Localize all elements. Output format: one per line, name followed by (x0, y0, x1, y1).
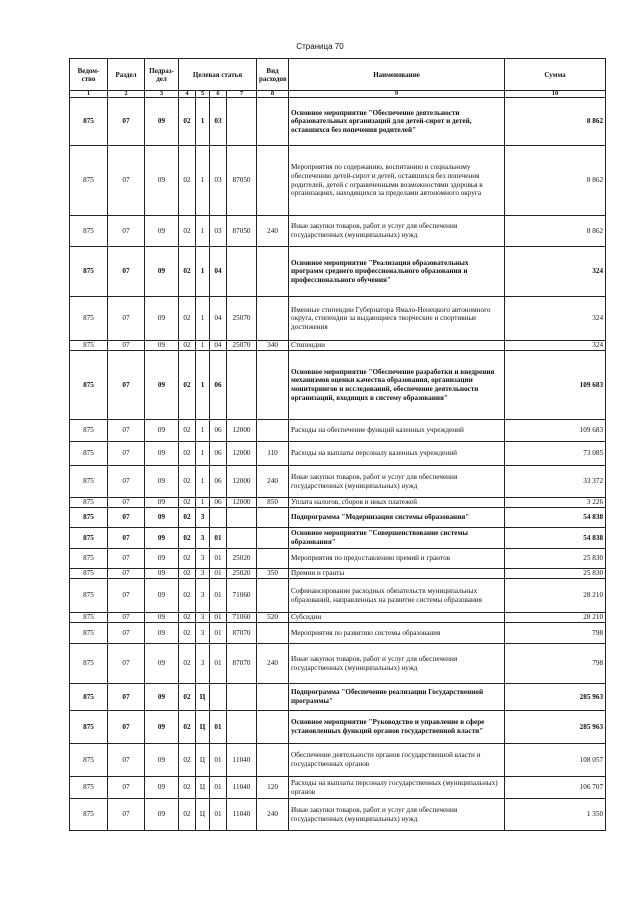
name-cell: Субсидии (289, 613, 505, 623)
name-cell: Основное мероприятие "Совершенствование системы образования" (289, 528, 505, 549)
sum-cell: 109 683 (505, 351, 606, 420)
podrazdel-cell: 09 (145, 442, 179, 466)
sum-cell: 798 (505, 644, 606, 684)
sum-cell: 54 838 (505, 508, 606, 528)
direction-cell: 87070 (227, 644, 257, 684)
column-number: 6 (210, 91, 227, 98)
razdel-cell: 07 (108, 297, 145, 341)
name-cell: Мероприятия по развитию системы образования (289, 623, 505, 644)
table-row (70, 744, 606, 777)
podrazdel-cell: 09 (145, 146, 179, 216)
sum-cell: 285 963 (505, 711, 606, 744)
razdel-cell: 07 (108, 799, 145, 831)
podrazdel-cell: 09 (145, 466, 179, 498)
razdel-cell: 07 (108, 98, 145, 146)
expense-type-cell: 240 (257, 799, 289, 831)
direction-cell: 87050 (227, 146, 257, 216)
podrazdel-cell: 09 (145, 579, 179, 613)
program-cell: 02 (179, 549, 196, 569)
column-number: 1 (70, 91, 108, 98)
table-row (70, 216, 606, 247)
subprogram-cell: 3 (196, 623, 210, 644)
name-cell: Премии и гранты (289, 569, 505, 579)
sum-cell: 798 (505, 623, 606, 644)
name-cell: Обеспечение деятельности органов государственной власти и государственных органов (289, 744, 505, 777)
table-header-row (70, 59, 606, 91)
subprogram-cell: 1 (196, 297, 210, 341)
subprogram-cell: 3 (196, 569, 210, 579)
direction-cell: 25070 (227, 341, 257, 351)
name-cell: Стипендии (289, 341, 505, 351)
table-row (70, 549, 606, 569)
event-cell: 01 (210, 644, 227, 684)
program-cell: 02 (179, 613, 196, 623)
podrazdel-cell: 09 (145, 684, 179, 711)
podrazdel-cell: 09 (145, 799, 179, 831)
program-cell: 02 (179, 466, 196, 498)
subprogram-cell: 3 (196, 579, 210, 613)
podrazdel-cell: 09 (145, 247, 179, 297)
expense-type-cell (257, 623, 289, 644)
vedomstvo-cell: 875 (70, 549, 108, 569)
vedomstvo-cell: 875 (70, 297, 108, 341)
sum-cell: 28 210 (505, 613, 606, 623)
expense-type-cell (257, 684, 289, 711)
column-number: 2 (108, 91, 145, 98)
event-cell: 03 (210, 98, 227, 146)
sum-cell: 108 057 (505, 744, 606, 777)
sum-cell: 25 830 (505, 569, 606, 579)
event-cell: 03 (210, 146, 227, 216)
table-row (70, 420, 606, 442)
direction-cell (227, 684, 257, 711)
razdel-cell: 07 (108, 498, 145, 508)
column-number: 4 (179, 91, 196, 98)
vedomstvo-cell: 875 (70, 744, 108, 777)
expense-type-cell (257, 528, 289, 549)
direction-cell: 11040 (227, 777, 257, 799)
program-cell: 02 (179, 777, 196, 799)
sum-cell: 28 210 (505, 579, 606, 613)
header-celevaya-statya: Целевая статья (179, 59, 257, 91)
name-cell: Основное мероприятие "Руководство и управление в сфере установленных функций органов государственной власти" (289, 711, 505, 744)
subprogram-cell: 3 (196, 613, 210, 623)
razdel-cell: 07 (108, 351, 145, 420)
event-cell: 01 (210, 613, 227, 623)
name-cell: Иные закупки товаров, работ и услуг для обеспечения государственных (муниципальных) нужд (289, 799, 505, 831)
table-row (70, 351, 606, 420)
header-razdel: Раздел (108, 59, 145, 91)
sum-cell: 109 683 (505, 420, 606, 442)
name-cell: Иные закупки товаров, работ и услуг для обеспечения государственных (муниципальных) нужд (289, 466, 505, 498)
program-cell: 02 (179, 569, 196, 579)
program-cell: 02 (179, 528, 196, 549)
subprogram-cell: Ц (196, 711, 210, 744)
expense-type-cell (257, 744, 289, 777)
event-cell: 06 (210, 351, 227, 420)
vedomstvo-cell: 875 (70, 442, 108, 466)
sum-cell: 8 862 (505, 216, 606, 247)
subprogram-cell: 3 (196, 644, 210, 684)
direction-cell: 25070 (227, 297, 257, 341)
program-cell: 02 (179, 711, 196, 744)
name-cell: Основное мероприятие "Обеспечение разработки и внедрения механизмов оценки качества образования, организации мониторингов и исследований, обеспечение деятельности организаций, входящих в систему образования" (289, 351, 505, 420)
vedomstvo-cell: 875 (70, 684, 108, 711)
expense-type-cell (257, 508, 289, 528)
event-cell (210, 684, 227, 711)
sum-cell: 8 862 (505, 146, 606, 216)
podrazdel-cell: 09 (145, 498, 179, 508)
program-cell: 02 (179, 579, 196, 613)
podrazdel-cell: 09 (145, 644, 179, 684)
budget-table (69, 58, 606, 831)
table-row (70, 623, 606, 644)
expense-type-cell (257, 549, 289, 569)
program-cell: 02 (179, 420, 196, 442)
table-row (70, 98, 606, 146)
razdel-cell: 07 (108, 341, 145, 351)
podrazdel-cell: 09 (145, 528, 179, 549)
column-number: 3 (145, 91, 179, 98)
sum-cell: 25 830 (505, 549, 606, 569)
direction-cell: 71060 (227, 613, 257, 623)
vedomstvo-cell: 875 (70, 777, 108, 799)
expense-type-cell (257, 579, 289, 613)
program-cell: 02 (179, 744, 196, 777)
sum-cell: 106 707 (505, 777, 606, 799)
expense-type-cell: 240 (257, 644, 289, 684)
direction-cell (227, 508, 257, 528)
header-naimenovanie: Наименование (289, 59, 505, 91)
table-row (70, 569, 606, 579)
table-row (70, 247, 606, 297)
table-row (70, 508, 606, 528)
name-cell: Мероприятия по предоставлению премий и грантов (289, 549, 505, 569)
sum-cell: 54 838 (505, 528, 606, 549)
direction-cell: 12000 (227, 442, 257, 466)
name-cell: Основное мероприятие "Реализация образовательных программ среднего профессионального образования и профессионального обучения" (289, 247, 505, 297)
table-row (70, 442, 606, 466)
direction-cell (227, 247, 257, 297)
table-row (70, 711, 606, 744)
event-cell: 01 (210, 799, 227, 831)
subprogram-cell: 1 (196, 341, 210, 351)
program-cell: 02 (179, 498, 196, 508)
vedomstvo-cell: 875 (70, 799, 108, 831)
vedomstvo-cell: 875 (70, 711, 108, 744)
razdel-cell: 07 (108, 420, 145, 442)
subprogram-cell: 1 (196, 498, 210, 508)
program-cell: 02 (179, 684, 196, 711)
podrazdel-cell: 09 (145, 341, 179, 351)
razdel-cell: 07 (108, 549, 145, 569)
name-cell: Расходы на обеспечение функций казенных учреждений (289, 420, 505, 442)
event-cell: 01 (210, 711, 227, 744)
program-cell: 02 (179, 247, 196, 297)
razdel-cell: 07 (108, 569, 145, 579)
subprogram-cell: 1 (196, 247, 210, 297)
expense-type-cell: 850 (257, 498, 289, 508)
name-cell: Основное мероприятие "Обеспечение деятельности образовательных организаций для детей-сирот и детей, оставшихся без попечения родителей" (289, 98, 505, 146)
vedomstvo-cell: 875 (70, 146, 108, 216)
sum-cell: 8 862 (505, 98, 606, 146)
razdel-cell: 07 (108, 528, 145, 549)
direction-cell: 12000 (227, 420, 257, 442)
subprogram-cell: 1 (196, 146, 210, 216)
razdel-cell: 07 (108, 644, 145, 684)
direction-cell (227, 351, 257, 420)
table-row (70, 466, 606, 498)
table-body (70, 98, 606, 831)
expense-type-cell: 350 (257, 569, 289, 579)
podrazdel-cell: 09 (145, 711, 179, 744)
table-row (70, 613, 606, 623)
vedomstvo-cell: 875 (70, 528, 108, 549)
name-cell: Подпрограмма "Модернизация системы образования" (289, 508, 505, 528)
direction-cell (227, 98, 257, 146)
table-row (70, 644, 606, 684)
direction-cell: 87050 (227, 216, 257, 247)
table-row (70, 684, 606, 711)
razdel-cell: 07 (108, 146, 145, 216)
direction-cell (227, 528, 257, 549)
vedomstvo-cell: 875 (70, 351, 108, 420)
vedomstvo-cell: 875 (70, 623, 108, 644)
expense-type-cell (257, 98, 289, 146)
column-numbers-row (70, 91, 606, 98)
event-cell: 01 (210, 528, 227, 549)
name-cell: Расходы на выплаты персоналу государственных (муниципальных) органов (289, 777, 505, 799)
podrazdel-cell: 09 (145, 351, 179, 420)
podrazdel-cell: 09 (145, 569, 179, 579)
podrazdel-cell: 09 (145, 508, 179, 528)
column-number: 8 (257, 91, 289, 98)
column-number: 9 (289, 91, 505, 98)
razdel-cell: 07 (108, 623, 145, 644)
sum-cell: 324 (505, 341, 606, 351)
expense-type-cell: 240 (257, 466, 289, 498)
program-cell: 02 (179, 508, 196, 528)
subprogram-cell: 1 (196, 216, 210, 247)
event-cell: 01 (210, 623, 227, 644)
subprogram-cell: 1 (196, 98, 210, 146)
expense-type-cell (257, 146, 289, 216)
razdel-cell: 07 (108, 466, 145, 498)
event-cell: 06 (210, 498, 227, 508)
event-cell: 04 (210, 341, 227, 351)
program-cell: 02 (179, 442, 196, 466)
razdel-cell: 07 (108, 711, 145, 744)
direction-cell: 12000 (227, 498, 257, 508)
name-cell: Мероприятия по содержанию, воспитанию и социальному обеспечению детей-сирот и детей, оставшихся без попечения родителей, детей с ограниченными возможностями здоровья в организациях, находящихся за пределами автономного округа (289, 146, 505, 216)
header-summa: Сумма (505, 59, 606, 91)
event-cell (210, 508, 227, 528)
event-cell: 04 (210, 247, 227, 297)
expense-type-cell: 110 (257, 442, 289, 466)
razdel-cell: 07 (108, 684, 145, 711)
vedomstvo-cell: 875 (70, 420, 108, 442)
name-cell: Подпрограмма "Обеспечение реализации Государственной программы" (289, 684, 505, 711)
table-row (70, 528, 606, 549)
name-cell: Иные закупки товаров, работ и услуг для обеспечения государственных (муниципальных) нужд (289, 216, 505, 247)
podrazdel-cell: 09 (145, 420, 179, 442)
razdel-cell: 07 (108, 744, 145, 777)
header-podrazdel: Подраз-дел (145, 59, 179, 91)
vedomstvo-cell: 875 (70, 613, 108, 623)
table-row (70, 297, 606, 341)
program-cell: 02 (179, 341, 196, 351)
podrazdel-cell: 09 (145, 613, 179, 623)
razdel-cell: 07 (108, 613, 145, 623)
vedomstvo-cell: 875 (70, 247, 108, 297)
expense-type-cell (257, 247, 289, 297)
program-cell: 02 (179, 216, 196, 247)
subprogram-cell: Ц (196, 799, 210, 831)
event-cell: 01 (210, 744, 227, 777)
razdel-cell: 07 (108, 247, 145, 297)
sum-cell: 73 085 (505, 442, 606, 466)
subprogram-cell: Ц (196, 684, 210, 711)
razdel-cell: 07 (108, 777, 145, 799)
subprogram-cell: 3 (196, 549, 210, 569)
name-cell: Уплата налогов, сборов и иных платежей (289, 498, 505, 508)
subprogram-cell: 3 (196, 508, 210, 528)
sum-cell: 324 (505, 297, 606, 341)
podrazdel-cell: 09 (145, 98, 179, 146)
podrazdel-cell: 09 (145, 216, 179, 247)
razdel-cell: 07 (108, 442, 145, 466)
column-number: 7 (227, 91, 257, 98)
vedomstvo-cell: 875 (70, 508, 108, 528)
sum-cell: 33 372 (505, 466, 606, 498)
subprogram-cell: 1 (196, 466, 210, 498)
expense-type-cell: 240 (257, 216, 289, 247)
event-cell: 01 (210, 549, 227, 569)
name-cell: Софинансирование расходных обязательств муниципальных образований, направленных на развитие системы образования (289, 579, 505, 613)
event-cell: 06 (210, 442, 227, 466)
expense-type-cell: 520 (257, 613, 289, 623)
subprogram-cell: 1 (196, 420, 210, 442)
direction-cell (227, 711, 257, 744)
vedomstvo-cell: 875 (70, 498, 108, 508)
table-row (70, 341, 606, 351)
podrazdel-cell: 09 (145, 297, 179, 341)
name-cell: Расходы на выплаты персоналу казенных учреждений (289, 442, 505, 466)
podrazdel-cell: 09 (145, 777, 179, 799)
direction-cell: 25020 (227, 549, 257, 569)
page-number-label: Страница 70 (296, 42, 344, 51)
event-cell: 06 (210, 420, 227, 442)
subprogram-cell: 3 (196, 528, 210, 549)
vedomstvo-cell: 875 (70, 98, 108, 146)
razdel-cell: 07 (108, 508, 145, 528)
vedomstvo-cell: 875 (70, 341, 108, 351)
subprogram-cell: Ц (196, 744, 210, 777)
name-cell: Иные закупки товаров, работ и услуг для обеспечения государственных (муниципальных) нужд (289, 644, 505, 684)
vedomstvo-cell: 875 (70, 466, 108, 498)
sum-cell: 285 963 (505, 684, 606, 711)
table-row (70, 799, 606, 831)
sum-cell: 1 350 (505, 799, 606, 831)
event-cell: 06 (210, 466, 227, 498)
program-cell: 02 (179, 146, 196, 216)
direction-cell: 87070 (227, 623, 257, 644)
expense-type-cell: 120 (257, 777, 289, 799)
expense-type-cell: 340 (257, 341, 289, 351)
subprogram-cell: 1 (196, 351, 210, 420)
direction-cell: 71060 (227, 579, 257, 613)
column-number: 10 (505, 91, 606, 98)
column-number: 5 (196, 91, 210, 98)
event-cell: 01 (210, 777, 227, 799)
sum-cell: 3 226 (505, 498, 606, 508)
vedomstvo-cell: 875 (70, 216, 108, 247)
header-vedomstvo: Ведом-ство (70, 59, 108, 91)
vedomstvo-cell: 875 (70, 644, 108, 684)
event-cell: 01 (210, 579, 227, 613)
podrazdel-cell: 09 (145, 623, 179, 644)
table-row (70, 498, 606, 508)
program-cell: 02 (179, 351, 196, 420)
event-cell: 03 (210, 216, 227, 247)
expense-type-cell (257, 297, 289, 341)
sum-cell: 324 (505, 247, 606, 297)
program-cell: 02 (179, 297, 196, 341)
table-row (70, 579, 606, 613)
expense-type-cell (257, 351, 289, 420)
razdel-cell: 07 (108, 216, 145, 247)
program-cell: 02 (179, 799, 196, 831)
direction-cell: 11040 (227, 744, 257, 777)
subprogram-cell: 1 (196, 442, 210, 466)
direction-cell: 11040 (227, 799, 257, 831)
podrazdel-cell: 09 (145, 744, 179, 777)
expense-type-cell (257, 420, 289, 442)
event-cell: 01 (210, 569, 227, 579)
direction-cell: 25020 (227, 569, 257, 579)
name-cell: Именные стипендии Губернатора Ямало-Ненецкого автономного округа, стипендии за выдающиеся творческие и спортивные достижения (289, 297, 505, 341)
header-vid-rashodov: Вид расходов (257, 59, 289, 91)
podrazdel-cell: 09 (145, 549, 179, 569)
vedomstvo-cell: 875 (70, 579, 108, 613)
event-cell: 04 (210, 297, 227, 341)
program-cell: 02 (179, 644, 196, 684)
direction-cell: 12000 (227, 466, 257, 498)
subprogram-cell: Ц (196, 777, 210, 799)
vedomstvo-cell: 875 (70, 569, 108, 579)
razdel-cell: 07 (108, 579, 145, 613)
expense-type-cell (257, 711, 289, 744)
program-cell: 02 (179, 98, 196, 146)
program-cell: 02 (179, 623, 196, 644)
table-row (70, 146, 606, 216)
table-row (70, 777, 606, 799)
